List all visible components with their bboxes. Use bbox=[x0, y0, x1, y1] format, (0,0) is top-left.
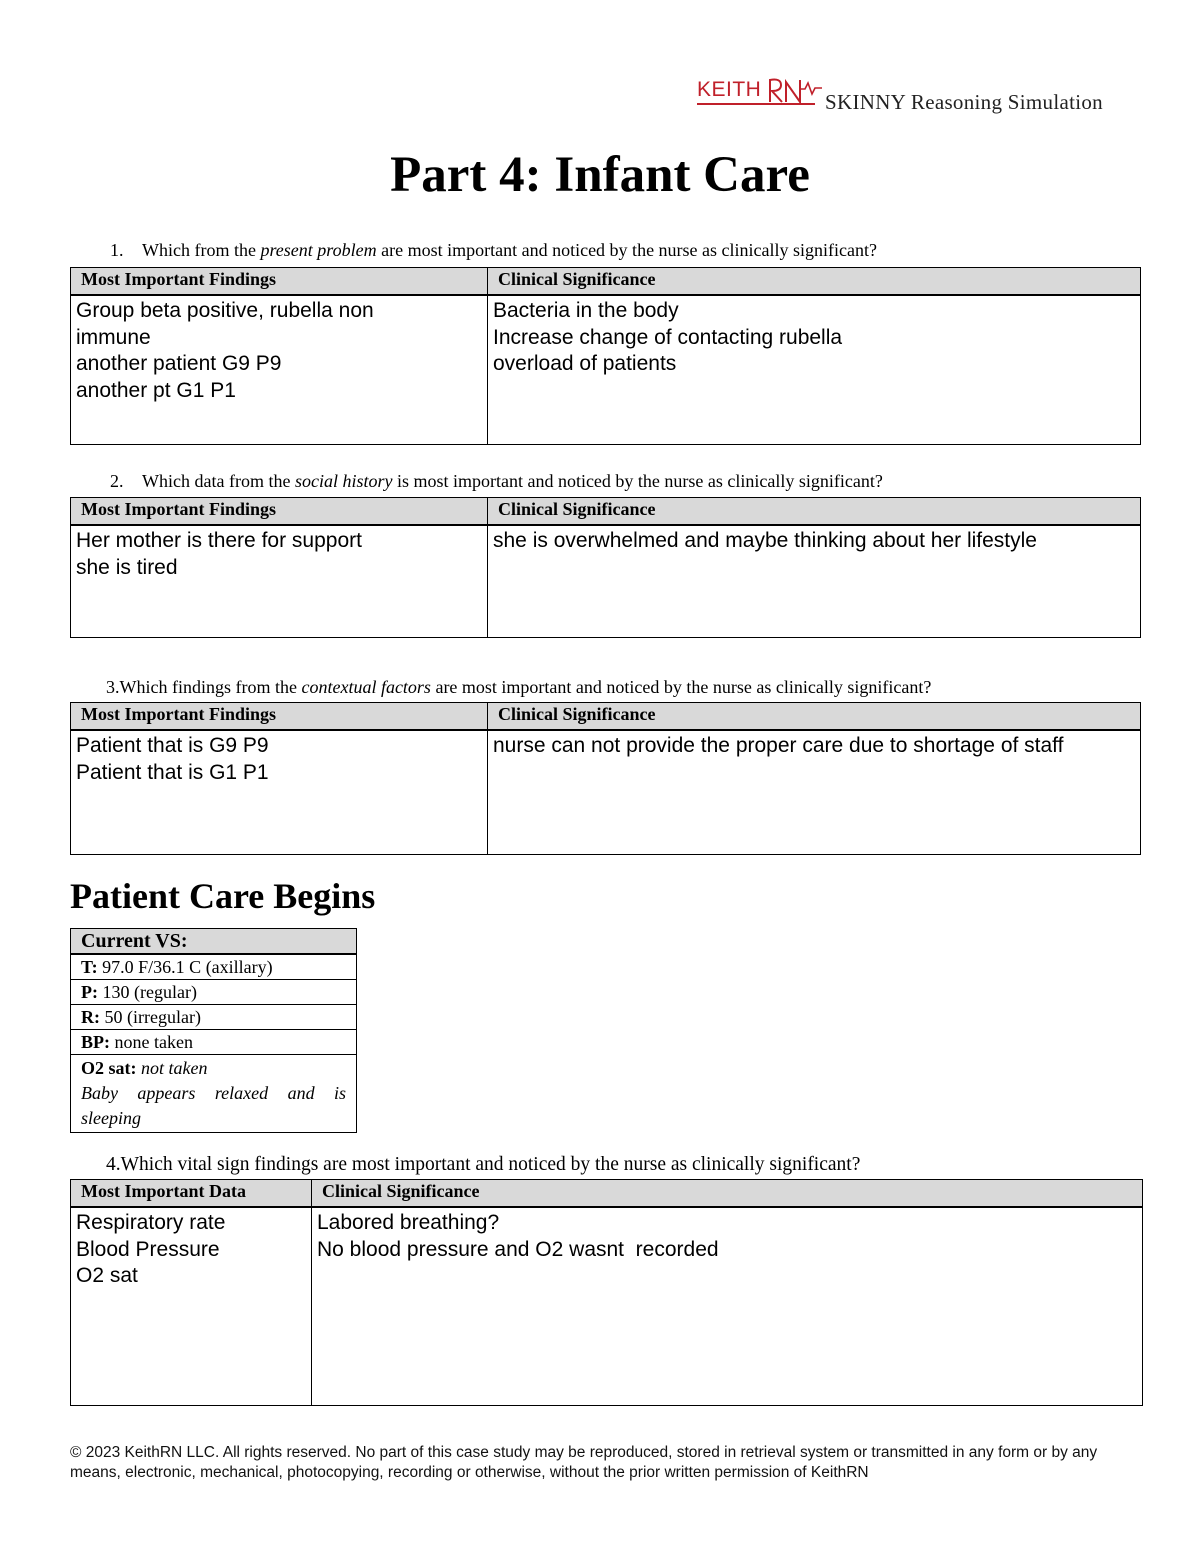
rn-logo-icon bbox=[767, 74, 823, 108]
significance-cell[interactable] bbox=[488, 295, 1141, 444]
vital-label: T: bbox=[81, 957, 98, 977]
section-heading: Patient Care Begins bbox=[70, 876, 376, 916]
column-header-significance: Clinical Significance bbox=[488, 498, 1141, 526]
page-title: Part 4: Infant Care bbox=[390, 147, 810, 203]
findings-cell[interactable] bbox=[71, 525, 488, 637]
finding-line: another patient G9 P9 bbox=[76, 352, 282, 375]
vital-label: P: bbox=[81, 982, 98, 1002]
vitals-heading: Current VS: bbox=[71, 929, 357, 955]
column-header-findings: Most Important Findings bbox=[71, 268, 488, 296]
question-emphasis: contextual factors bbox=[301, 677, 431, 697]
findings-cell[interactable] bbox=[71, 1207, 312, 1405]
contextual-factors-table bbox=[70, 702, 1141, 855]
question-emphasis: social history bbox=[294, 471, 393, 491]
finding-line: Group beta positive, rubella non bbox=[76, 299, 374, 322]
finding-line: immune bbox=[76, 325, 151, 349]
finding-line: Patient that is G1 P1 bbox=[76, 760, 269, 784]
vital-signs-findings-table bbox=[70, 1179, 1143, 1406]
finding-line: Respiratory rate bbox=[76, 1211, 226, 1234]
keithrn-logo: KEITH bbox=[697, 78, 762, 101]
question-4 bbox=[106, 1154, 860, 1176]
vital-blood-pressure bbox=[71, 1030, 357, 1055]
finding-line: she is tired bbox=[76, 555, 178, 579]
copyright-footer: © 2023 KeithRN LLC. All rights reserved. No part of this case study may be reproduced, stored in retrieval system or transmitted in any form or by any means, electronic, mechanical, photocopying, recording or otherwise, without the prior written permission of KeithRN bbox=[70, 1444, 1098, 1481]
column-header-significance: Clinical Significance bbox=[312, 1180, 1143, 1208]
finding-line: Patient that is G9 P9 bbox=[76, 734, 269, 757]
question-emphasis: present problem bbox=[260, 240, 377, 260]
question-number: 2. bbox=[110, 471, 124, 491]
finding-line: O2 sat bbox=[76, 1264, 138, 1287]
vital-value: 50 (irregular) bbox=[100, 1007, 201, 1027]
vital-value: none taken bbox=[110, 1032, 193, 1052]
column-header-significance: Clinical Significance bbox=[488, 703, 1141, 731]
question-text: Which from the bbox=[142, 240, 261, 260]
question-2 bbox=[110, 471, 883, 492]
significance-line: Increase change of contacting rubella bbox=[493, 325, 843, 349]
findings-cell[interactable] bbox=[71, 295, 488, 444]
question-1 bbox=[110, 240, 877, 261]
finding-line: Blood Pressure bbox=[76, 1237, 220, 1261]
brand-header bbox=[697, 74, 1137, 118]
vital-temperature bbox=[71, 954, 357, 980]
significance-line: overload of patients bbox=[493, 352, 677, 375]
significance-line: nurse can not provide the proper care due to shortage of staff bbox=[493, 734, 1064, 757]
column-header-findings: Most Important Findings bbox=[71, 703, 488, 731]
vital-value: not taken bbox=[136, 1058, 208, 1078]
finding-line: Her mother is there for support bbox=[76, 529, 362, 552]
vital-value: 97.0 F/36.1 C (axillary) bbox=[97, 957, 273, 977]
header-subtitle: SKINNY Reasoning Simulation bbox=[825, 90, 1103, 114]
significance-line: she is overwhelmed and maybe thinking about her lifestyle bbox=[493, 529, 1037, 552]
column-header-significance: Clinical Significance bbox=[488, 268, 1141, 296]
vital-respirations bbox=[71, 1005, 357, 1030]
question-text: are most important and noticed by the nurse as clinically significant? bbox=[376, 240, 877, 260]
significance-line: Labored breathing? bbox=[317, 1211, 500, 1234]
question-3 bbox=[106, 677, 931, 698]
vital-pulse bbox=[71, 980, 357, 1005]
question-text: Which data from the bbox=[142, 471, 295, 491]
significance-line: No blood pressure and O2 wasnt recorded bbox=[317, 1237, 719, 1261]
vital-signs-table bbox=[70, 928, 357, 1133]
present-problem-table bbox=[70, 267, 1141, 445]
finding-line: another pt G1 P1 bbox=[76, 378, 236, 402]
vital-label: R: bbox=[81, 1007, 100, 1027]
question-number: 1. bbox=[110, 240, 124, 260]
question-number: 3. bbox=[106, 677, 120, 697]
question-number: 4. bbox=[106, 1154, 121, 1175]
question-text: Which findings from the bbox=[119, 677, 302, 697]
vital-o2-sat bbox=[71, 1055, 357, 1133]
vital-label: BP: bbox=[81, 1032, 110, 1052]
column-header-findings: Most Important Findings bbox=[71, 498, 488, 526]
question-text: is most important and noticed by the nurse as clinically significant? bbox=[392, 471, 883, 491]
findings-cell[interactable] bbox=[71, 730, 488, 854]
vital-value: 130 (regular) bbox=[98, 982, 197, 1002]
vital-label: O2 sat: bbox=[81, 1058, 137, 1078]
significance-line: Bacteria in the body bbox=[493, 299, 679, 322]
question-text: are most important and noticed by the nurse as clinically significant? bbox=[430, 677, 932, 697]
significance-cell[interactable] bbox=[488, 525, 1141, 637]
social-history-table bbox=[70, 497, 1141, 638]
question-text: Which vital sign findings are most important and noticed by the nurse as clinically significant? bbox=[120, 1154, 861, 1175]
vitals-note: Baby appears relaxed and is sleeping bbox=[81, 1083, 346, 1128]
significance-cell[interactable] bbox=[312, 1207, 1143, 1405]
column-header-data: Most Important Data bbox=[71, 1180, 312, 1208]
significance-cell[interactable] bbox=[488, 730, 1141, 854]
